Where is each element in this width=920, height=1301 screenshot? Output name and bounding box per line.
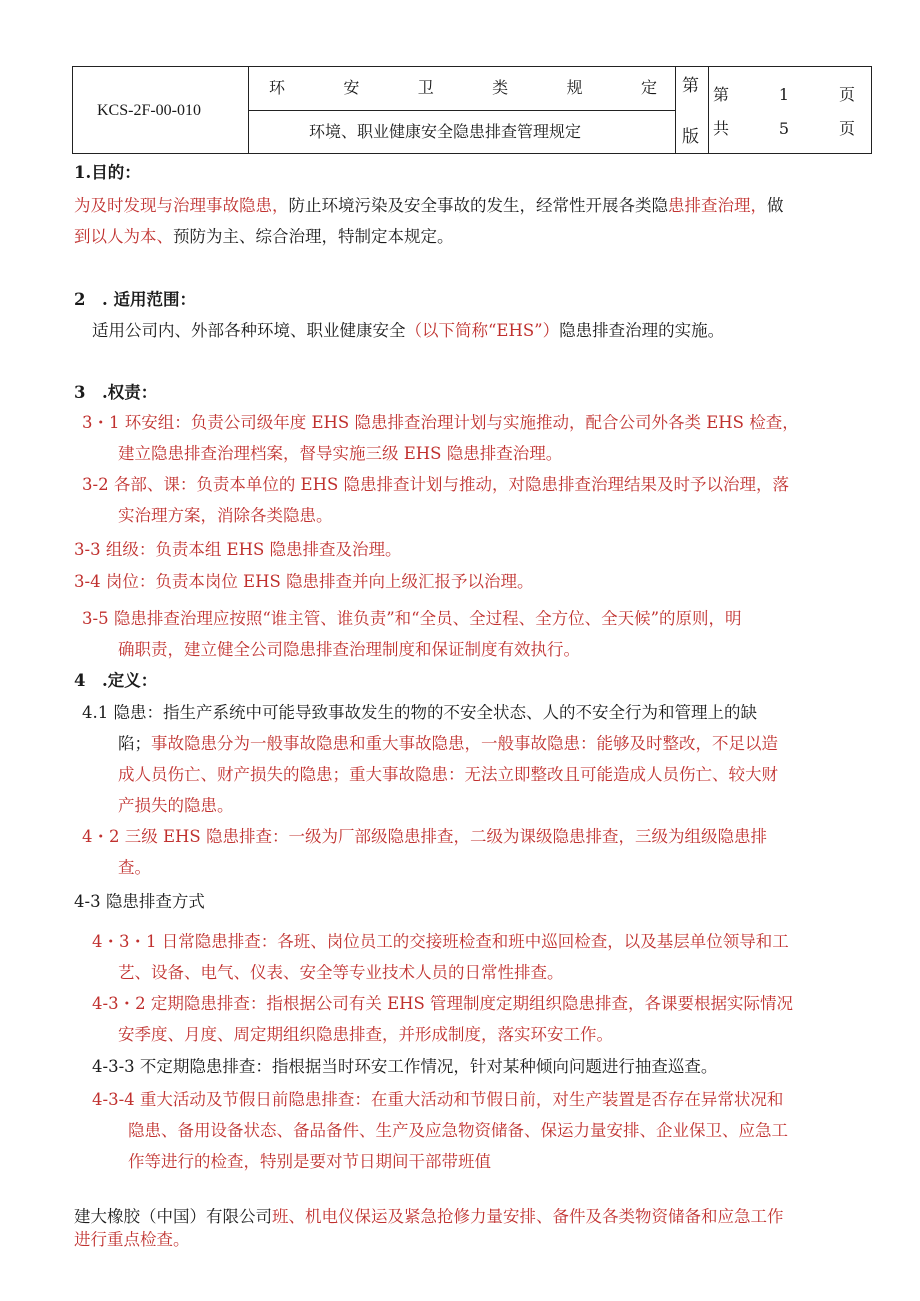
section-1-title: 1.目的：: [74, 163, 141, 182]
section-3-4: 3-4 岗位：负责本岗位 EHS 隐患排查并向上级汇报予以治理。: [74, 572, 534, 591]
definition-4-1-line-2: 陷；事故隐患分为一般事故隐患和重大事故隐患，一般事故隐患：能够及时整改，不足以造: [118, 734, 778, 753]
method-4-3-4-line-3: 作等进行的检查，特别是要对节日期间干部带班值: [128, 1152, 491, 1171]
section-1-line-2: 到以人为本、预防为主、综合治理，特制定本规定。: [74, 227, 454, 246]
footer-line-1: 建大橡胶（中国）有限公司班、机电仪保运及紧急抢修力量安排、备件及各类物资储备和应急工作: [74, 1207, 784, 1226]
section-4-title: 4 .定义：: [74, 671, 158, 690]
section-3-1-line-2: 建立隐患排查治理档案，督导实施三级 EHS 隐患排查治理。: [118, 444, 563, 463]
document-title: 环境、职业健康安全隐患排查管理规定: [309, 122, 582, 141]
definition-4-2-line-2: 查。: [118, 858, 151, 877]
definition-4-1-line-3: 成人员伤亡、财产损失的隐患；重大事故隐患：无法立即整改且可能造成人员伤亡、较大财: [118, 765, 778, 784]
section-1-line-1: 为及时发现与治理事故隐患，防止环境污染及安全事故的发生，经常性开展各类隐患排查治理，做: [74, 196, 784, 215]
method-4-3-4-line-2: 隐患、备用设备状态、备品备件、生产及应急物资储备、保运力量安排、企业保卫、应急工: [128, 1121, 788, 1140]
section-3-2-line-2: 实治理方案，消除各类隐患。: [118, 506, 333, 525]
section-3-5-line-1: 3-5 隐患排查治理应按照“谁主管、谁负责”和“全员、全过程、全方位、全天候”的原则，明: [82, 609, 742, 628]
edition-label-top: 第: [682, 76, 699, 96]
method-4-3-3: 4-3-3 不定期隐患排查：指根据当时环安工作情况，针对某种倾向问题进行抽查巡查。: [92, 1057, 718, 1076]
company-name: 建大橡胶（中国）有限公司: [74, 1207, 272, 1226]
section-3-5-line-2: 确职责，建立健全公司隐患排查治理制度和保证制度有效执行。: [118, 640, 580, 659]
section-3-title: 3 .权责：: [74, 383, 158, 402]
section-3-2-line-1: 3-2 各部、课：负责本单位的 EHS 隐患排查计划与推动，对隐患排查治理结果及时予以治理，落: [82, 475, 790, 494]
page-total: 共 5 页: [713, 119, 855, 138]
definition-4-1-line-1: 4.1 隐患：指生产系统中可能导致事故发生的物的不安全状态、人的不安全行为和管理上的缺: [82, 703, 757, 722]
method-4-3-1-line-1: 4・3・1 日常隐患排查：各班、岗位员工的交接班检查和班中巡回检查，以及基层单位领导和工: [92, 932, 789, 951]
section-2-line-1: 适用公司内、外部各种环境、职业健康安全（以下简称“EHS”）隐患排查治理的实施。: [92, 321, 725, 340]
document-code: KCS-2F-00-010: [97, 102, 202, 119]
definition-4-1-line-4: 产损失的隐患。: [118, 796, 234, 815]
section-2-title: 2 . 适用范围：: [74, 290, 196, 309]
document-header-table: [72, 66, 872, 154]
edition-label-bottom: 版: [682, 127, 699, 147]
method-title: 4-3 隐患排查方式: [74, 892, 205, 911]
method-4-3-4-line-1: 4-3-4 重大活动及节假日前隐患排查：在重大活动和节假日前，对生产装置是否存在异常状况和: [92, 1090, 784, 1109]
method-4-3-1-line-2: 艺、设备、电气、仪表、安全等专业技术人员的日常性排查。: [118, 963, 564, 982]
footer-line-2: 进行重点检查。: [74, 1230, 190, 1249]
section-3-3: 3-3 组级：负责本组 EHS 隐患排查及治理。: [74, 540, 402, 559]
definition-4-2-line-1: 4・2 三级 EHS 隐患排查：一级为厂部级隐患排查，二级为课级隐患排查，三级为组级隐患排: [82, 827, 767, 846]
method-4-3-2-line-1: 4-3・2 定期隐患排查：指根据公司有关 EHS 管理制度定期组织隐患排查，各课要根据实际情况: [92, 994, 794, 1013]
section-3-1-line-1: 3・1 环安组：负责公司级年度 EHS 隐患排查治理计划与实施推动，配合公司外各类 EHS 检查，: [82, 413, 799, 432]
document-category: 环 安 卫 类 规 定: [269, 78, 657, 97]
page-number: 第 1 页: [713, 85, 855, 104]
method-4-3-2-line-2: 安季度、月度、周定期组织隐患排查，并形成制度，落实环安工作。: [118, 1025, 613, 1044]
